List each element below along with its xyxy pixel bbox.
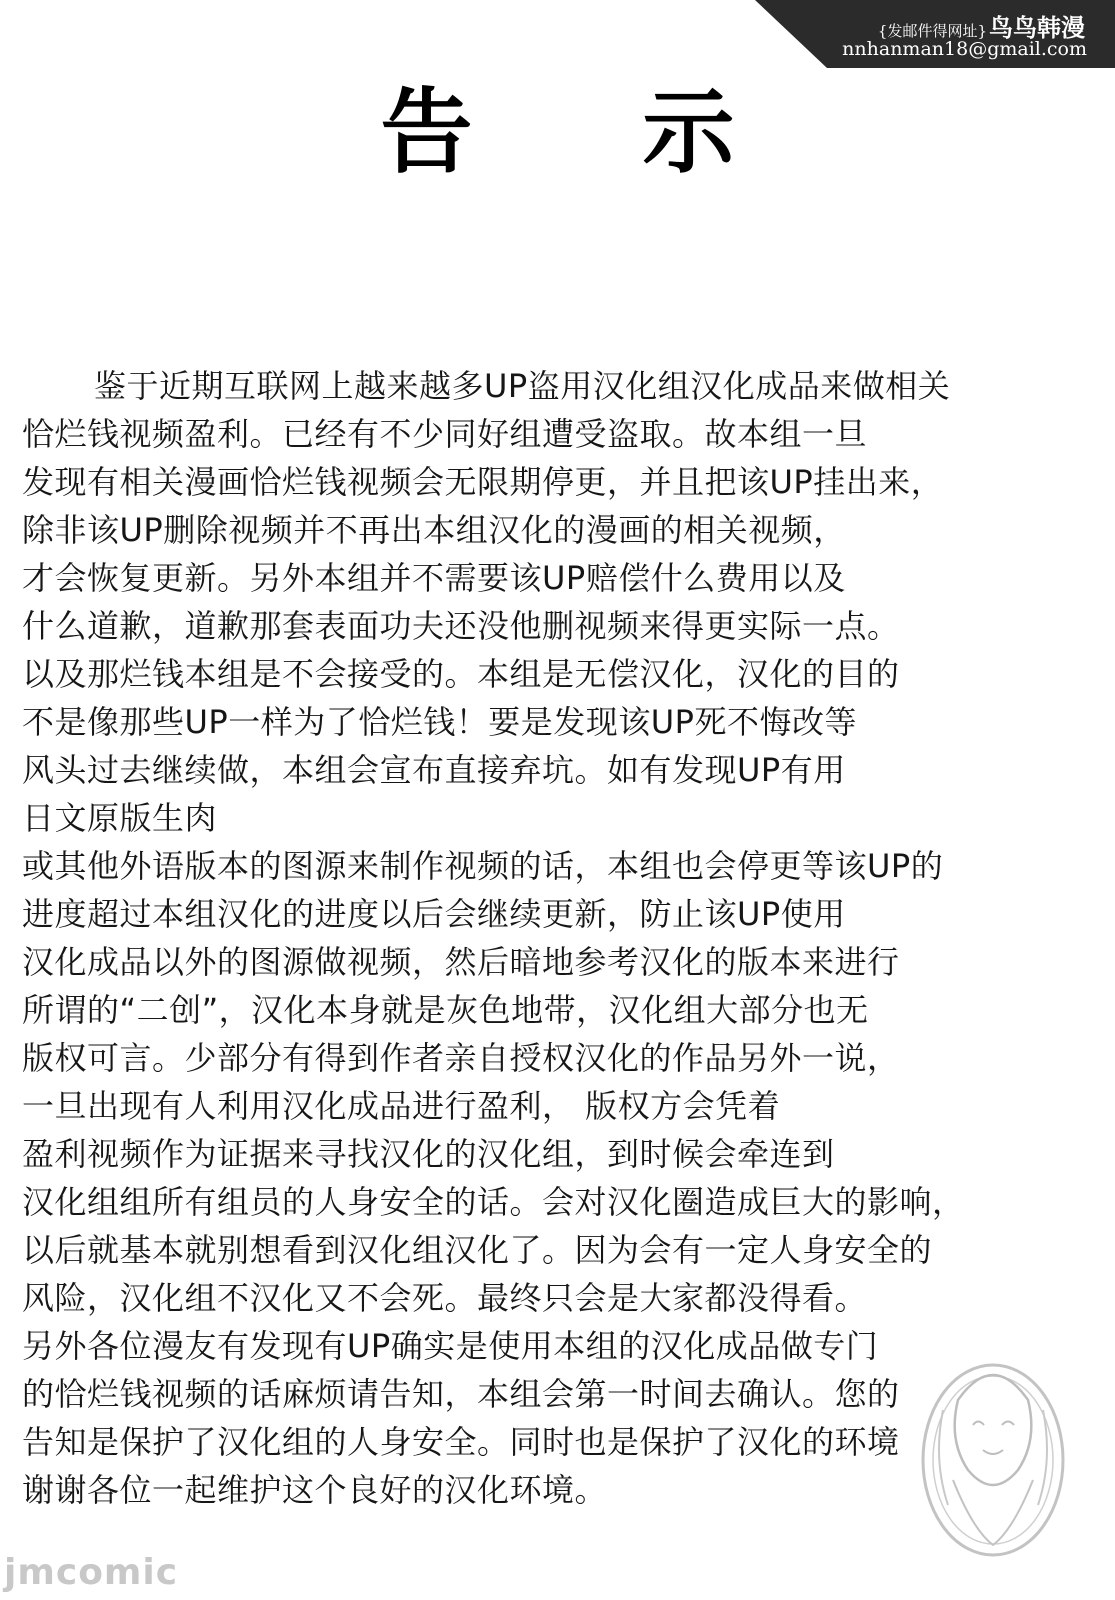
notice-line: 一旦出现有人利用汉化成品进行盈利， 版权方会凭着 (22, 1087, 781, 1125)
notice-line: 以及那烂钱本组是不会接受的。本组是无偿汉化，汉化的目的 (22, 655, 900, 693)
notice-line: 的恰烂钱视频的话麻烦请告知，本组会第一时间去确认。您的 (22, 1375, 900, 1413)
watermark: jmcomic (4, 1552, 179, 1593)
corner-group-name: 鸟鸟韩漫 (989, 13, 1085, 42)
notice-line: 谢谢各位一起维护这个良好的汉化环境。 (22, 1471, 608, 1509)
notice-line: 鉴于近期互联网上越来越多UP盗用汉化组汉化成品来做相关 (94, 367, 951, 405)
notice-line: 不是像那些UP一样为了恰烂钱！要是发现该UP死不悔改等 (22, 703, 857, 741)
notice-line: 什么道歉，道歉那套表面功夫还没他删视频来得更实际一点。 (22, 607, 900, 645)
notice-line: 告知是保护了汉化组的人身安全。同时也是保护了汉化的环境 (22, 1423, 900, 1461)
notice-line: 发现有相关漫画恰烂钱视频会无限期停更，并且把该UP挂出来， (22, 463, 944, 501)
notice-line: 进度超过本组汉化的进度以后会继续更新，防止该UP使用 (22, 895, 846, 933)
notice-line: 汉化组组所有组员的人身安全的话。会对汉化圈造成巨大的影响， (22, 1183, 965, 1221)
notice-line: 版权可言。少部分有得到作者亲自授权汉化的作品另外一说， (22, 1039, 900, 1077)
notice-line: 或其他外语版本的图源来制作视频的话，本组也会停更等该UP的 (22, 847, 944, 885)
notice-line: 所谓的“二创”，汉化本身就是灰色地带，汉化组大部分也无 (22, 991, 869, 1029)
notice-line: 汉化成品以外的图源做视频，然后暗地参考汉化的版本来进行 (22, 943, 900, 981)
notice-line: 日文原版生肉 (22, 799, 218, 837)
notice-line: 恰烂钱视频盈利。已经有不少同好组遭受盗取。故本组一旦 (22, 415, 868, 453)
notice-line: 以后就基本就别想看到汉化组汉化了。因为会有一定人身安全的 (22, 1231, 933, 1269)
notice-title: 告示 (380, 79, 905, 186)
notice-line: 风险，汉化组不汉化又不会死。最终只会是大家都没得看。 (22, 1279, 868, 1317)
notice-line: 另外各位漫友有发现有UP确实是使用本组的汉化成品做专门 (22, 1327, 879, 1365)
notice-line: 除非该UP删除视频并不再出本组汉化的漫画的相关视频， (22, 511, 846, 549)
corner-email: nnhanman18@gmail.com (842, 38, 1087, 60)
seal-stamp (918, 1330, 1068, 1560)
notice-line: 才会恢复更新。另外本组并不需要该UP赔偿什么费用以及 (22, 559, 846, 597)
notice-line: 风头过去继续做，本组会宣布直接弃坑。如有发现UP有用 (22, 751, 846, 789)
notice-line: 盈利视频作为证据来寻找汉化的汉化组，到时候会牵连到 (22, 1135, 835, 1173)
corner-note: {发邮件得网址} (877, 22, 987, 40)
